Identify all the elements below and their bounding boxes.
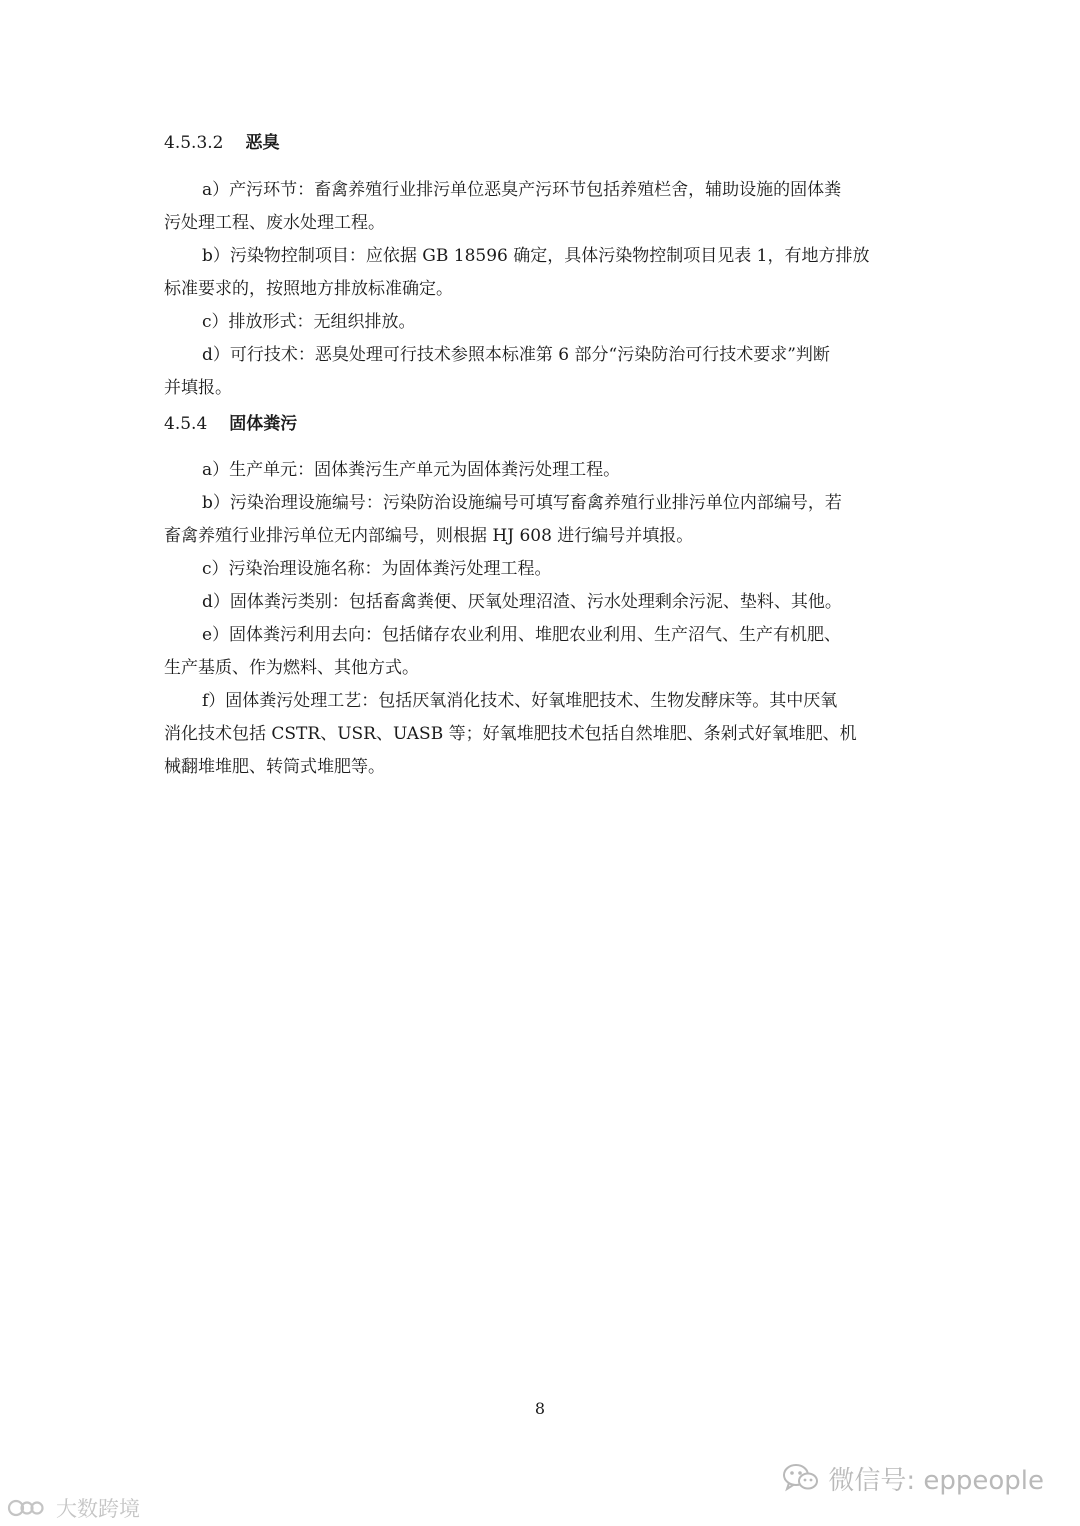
brand-watermark [6,1494,140,1522]
wechat-watermark [782,1458,1044,1498]
paragraph-line: d）可行技术：恶臭处理可行技术参照本标准第 6 部分“污染防治可行技术要求”判断 [202,345,830,365]
brand-watermark-text: 大数跨境 [56,1497,140,1521]
paragraph-line: 畜禽养殖行业排污单位无内部编号，则根据 HJ 608 进行编号并填报。 [164,526,694,546]
paragraph-line: b）污染物控制项目：应依据 GB 18596 确定，具体污染物控制项目见表 1，有地方排放 [202,246,870,266]
page-number: 8 [534,1399,546,1418]
section-heading [164,412,297,436]
paragraph-line: a）生产单元：固体粪污生产单元为固体粪污处理工程。 [202,460,621,480]
brand-logo-icon [6,1496,50,1520]
paragraph-line: 械翻堆堆肥、转筒式堆肥等。 [164,757,385,777]
paragraph-line: f）固体粪污处理工艺：包括厌氧消化技术、好氧堆肥技术、生物发酵床等。其中厌氧 [202,691,838,711]
paragraph-line: 消化技术包括 CSTR、USR、UASB 等；好氧堆肥技术包括自然堆肥、条剁式好氧堆肥、机 [164,724,857,744]
paragraph-line: 标准要求的，按照地方排放标准确定。 [164,279,453,299]
paragraph-line: b）污染治理设施编号：污染防治设施编号可填写畜禽养殖行业排污单位内部编号，若 [202,493,842,513]
paragraph-line: c）排放形式：无组织排放。 [202,312,416,332]
paragraph-line: d）固体粪污类别：包括畜禽粪便、厌氧处理沼渣、污水处理剩余污泥、垫料、其他。 [202,592,842,612]
paragraph-line: 生产基质、作为燃料、其他方式。 [164,658,419,678]
paragraph-line: e）固体粪污利用去向：包括储存农业利用、堆肥农业利用、生产沼气、生产有机肥、 [202,625,842,645]
paragraph-line: 污处理工程、废水处理工程。 [164,213,385,233]
section-title: 固体粪污 [229,414,298,434]
section-title: 恶臭 [245,133,280,153]
paragraph-line: a）产污环节：畜禽养殖行业排污单位恶臭产污环节包括养殖栏舍，辅助设施的固体粪 [202,180,842,200]
paragraph-line: 并填报。 [164,378,232,398]
section-number: 4.5.3.2 [164,133,224,153]
section-heading [164,131,279,155]
wechat-watermark-text: 微信号: eppeople [828,1465,1044,1496]
wechat-icon [782,1462,820,1494]
section-number: 4.5.4 [164,414,208,434]
paragraph-line: c）污染治理设施名称：为固体粪污处理工程。 [202,559,552,579]
